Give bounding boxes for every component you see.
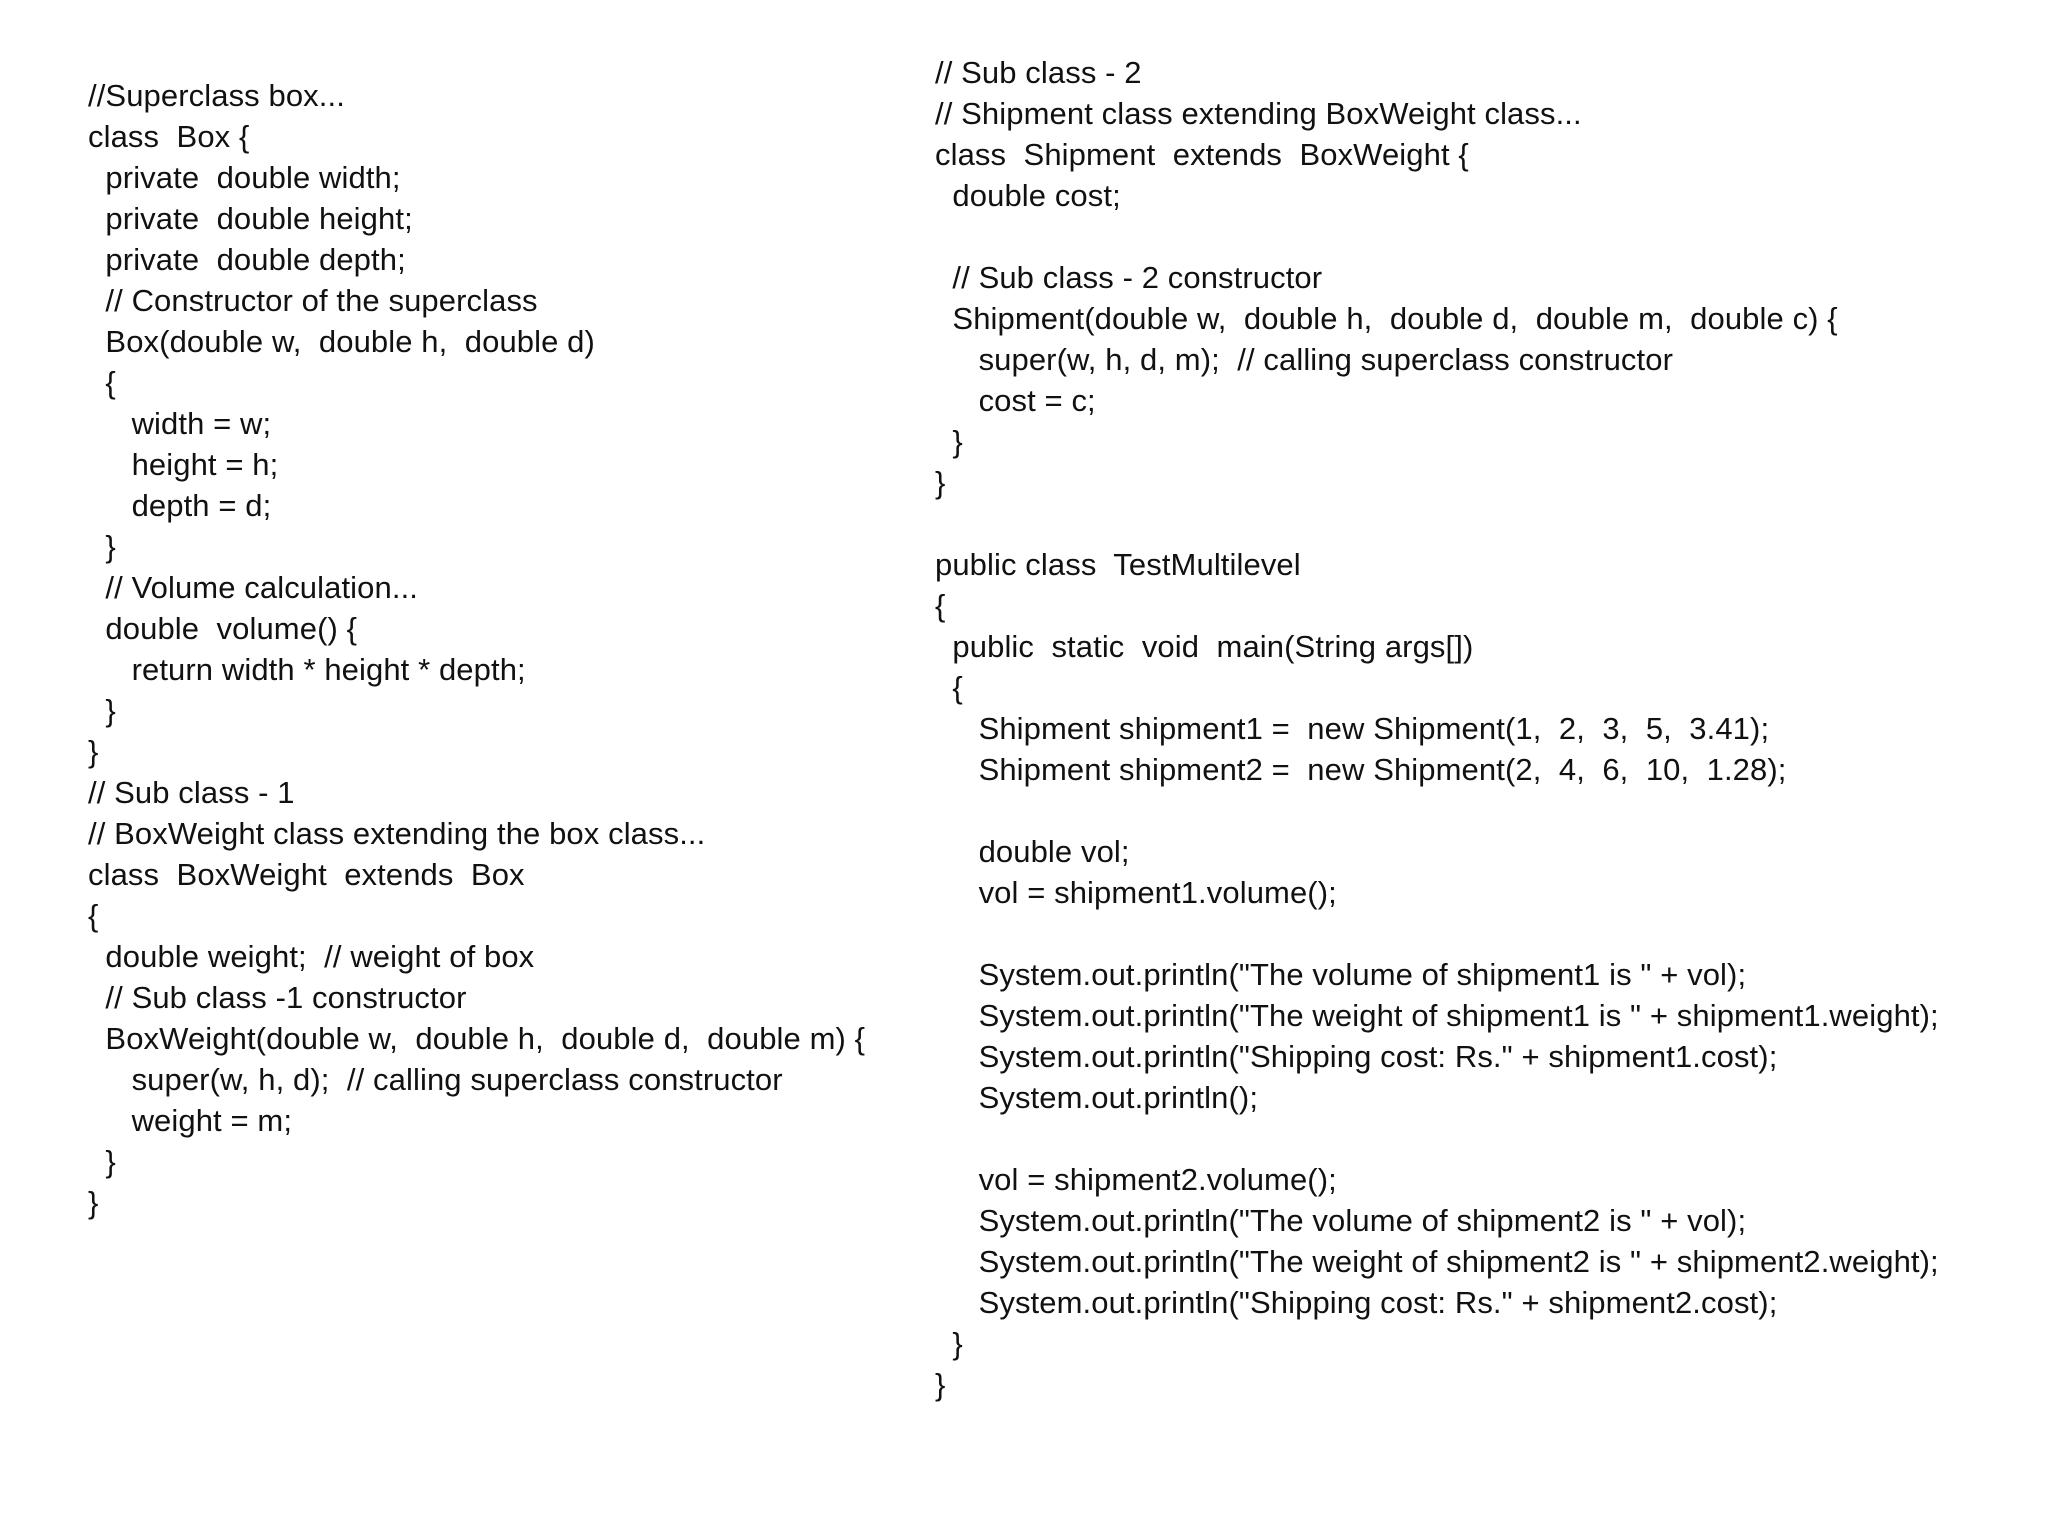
code-line: depth = d;	[88, 488, 272, 523]
code-line: //Superclass box...	[88, 78, 345, 113]
code-line: vol = shipment2.volume();	[935, 1162, 1337, 1197]
code-line: class Box {	[88, 119, 250, 154]
code-line: cost = c;	[935, 383, 1096, 418]
code-line: }	[88, 1185, 99, 1220]
code-line	[935, 503, 1939, 544]
code-line: class BoxWeight extends Box	[88, 857, 525, 892]
code-line: {	[88, 898, 99, 933]
right-code-column	[935, 52, 1939, 1405]
code-line: }	[935, 465, 946, 500]
code-line: class Shipment extends BoxWeight {	[935, 137, 1469, 172]
code-line: }	[935, 1367, 946, 1402]
code-line: System.out.println("Shipping cost: Rs." + shipment2.cost);	[935, 1285, 1778, 1320]
code-line: width = w;	[88, 406, 272, 441]
code-line: // BoxWeight class extending the box class...	[88, 816, 706, 851]
code-line: private double height;	[88, 201, 413, 236]
code-line: System.out.println("The volume of shipment2 is " + vol);	[935, 1203, 1747, 1238]
code-line: Shipment(double w, double h, double d, double m, double c) {	[935, 301, 1838, 336]
code-line	[935, 913, 1939, 954]
code-line: Box(double w, double h, double d)	[88, 324, 595, 359]
code-line: // Sub class - 2	[935, 55, 1142, 90]
code-line	[935, 216, 1939, 257]
code-line: }	[88, 1144, 116, 1179]
code-line: System.out.println("The weight of shipment2 is " + shipment2.weight);	[935, 1244, 1939, 1279]
code-line: }	[935, 424, 963, 459]
code-line: Shipment shipment1 = new Shipment(1, 2, 3, 5, 3.41);	[935, 711, 1770, 746]
code-line: {	[935, 670, 963, 705]
code-line: weight = m;	[88, 1103, 293, 1138]
code-line: Shipment shipment2 = new Shipment(2, 4, 6, 10, 1.28);	[935, 752, 1787, 787]
code-line: // Sub class - 1	[88, 775, 295, 810]
code-line: // Sub class -1 constructor	[88, 980, 467, 1015]
code-line: double vol;	[935, 834, 1130, 869]
code-line: }	[935, 1326, 963, 1361]
code-line	[935, 790, 1939, 831]
code-line: height = h;	[88, 447, 279, 482]
code-line: {	[88, 365, 116, 400]
code-line: vol = shipment1.volume();	[935, 875, 1337, 910]
code-line: public class TestMultilevel	[935, 547, 1301, 582]
code-line: {	[935, 588, 946, 623]
code-line: System.out.println();	[935, 1080, 1259, 1115]
code-line: }	[88, 529, 116, 564]
code-line: double cost;	[935, 178, 1121, 213]
code-line: private double width;	[88, 160, 401, 195]
code-line: double volume() {	[88, 611, 358, 646]
left-code-column	[88, 75, 865, 1223]
code-line: private double depth;	[88, 242, 406, 277]
code-line: System.out.println("The volume of shipment1 is " + vol);	[935, 957, 1747, 992]
code-line: }	[88, 734, 99, 769]
code-line: double weight; // weight of box	[88, 939, 535, 974]
code-line: System.out.println("Shipping cost: Rs." + shipment1.cost);	[935, 1039, 1778, 1074]
code-line: public static void main(String args[])	[935, 629, 1474, 664]
code-line	[935, 1118, 1939, 1159]
code-line: super(w, h, d, m); // calling superclass constructor	[935, 342, 1674, 377]
code-line: }	[88, 693, 116, 728]
code-line: // Sub class - 2 constructor	[935, 260, 1323, 295]
code-line: // Constructor of the superclass	[88, 283, 538, 318]
code-line: System.out.println("The weight of shipment1 is " + shipment1.weight);	[935, 998, 1939, 1033]
code-line: super(w, h, d); // calling superclass constructor	[88, 1062, 783, 1097]
code-line: return width * height * depth;	[88, 652, 526, 687]
code-line: BoxWeight(double w, double h, double d, double m) {	[88, 1021, 866, 1056]
code-line: // Volume calculation...	[88, 570, 418, 605]
code-line: // Shipment class extending BoxWeight class...	[935, 96, 1582, 131]
